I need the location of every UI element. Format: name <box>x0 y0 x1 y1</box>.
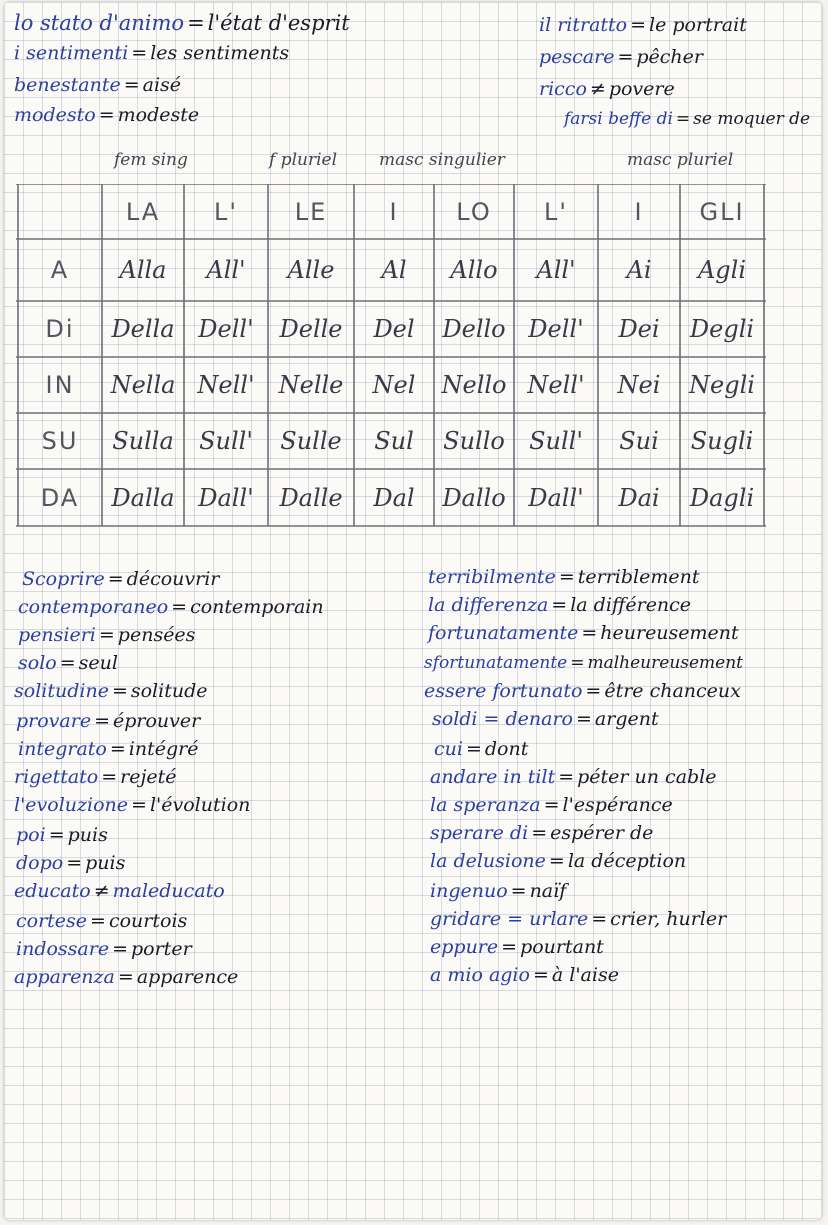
table-cell: Nell' <box>197 371 255 399</box>
table-cell: Dallo <box>442 483 506 512</box>
vocab-line: solo = seul <box>18 652 118 674</box>
table-cell: Alle <box>287 256 335 284</box>
header-masc-singulier: masc singulier <box>379 150 505 170</box>
vocab-line: la speranza = l'espérance <box>430 794 673 816</box>
column-header: LO <box>456 197 492 226</box>
vocab-line: ricco ≠ povere <box>539 78 675 100</box>
table-cell: Dello <box>442 315 506 343</box>
table-cell: Al <box>381 256 407 284</box>
vocab-line: solitudine = solitude <box>14 680 208 702</box>
vocab-line: fortunatamente = heureusement <box>428 622 739 644</box>
table-cell: Negli <box>689 371 755 399</box>
vocab-line: modesto = modeste <box>14 104 200 126</box>
table-cell: Sulla <box>112 427 174 455</box>
table-cell: All' <box>536 256 576 284</box>
table-cell: Dal <box>373 483 415 512</box>
table-cell: Sull' <box>529 427 583 455</box>
vocab-line: sfortunatamente = malheureusement <box>424 653 744 673</box>
table-cell: Sui <box>619 427 659 455</box>
table-cell: Nel <box>372 371 416 399</box>
vocab-line: ingenuo = naïf <box>430 880 567 902</box>
column-header: LA <box>125 197 161 226</box>
table-cell: Alla <box>119 256 167 284</box>
table-cell: Sullo <box>443 427 505 455</box>
vocab-line: apparenza = apparence <box>14 966 239 988</box>
column-header: I <box>389 197 399 226</box>
vocab-line: indossare = porter <box>16 938 192 960</box>
table-cell: Nei <box>617 371 661 399</box>
column-header: L' <box>544 197 568 226</box>
vocab-line: educato ≠ maleducato <box>14 880 225 902</box>
grid-paper-sheet <box>4 2 822 1220</box>
header-masc-pluriel: masc pluriel <box>627 150 734 170</box>
vocab-line: Scoprire = découvrir <box>22 568 220 590</box>
table-cell: Dell' <box>528 315 584 343</box>
table-cell: Sul <box>374 427 414 455</box>
column-header: I <box>634 197 644 226</box>
table-cell: Dalle <box>279 483 343 512</box>
table-cell: Agli <box>697 256 747 284</box>
table-cell: Dall' <box>528 483 584 512</box>
column-header: GLI <box>699 197 745 226</box>
table-cell: Nelle <box>278 371 344 399</box>
row-label: SU <box>41 427 79 455</box>
table-cell: Nella <box>110 371 176 399</box>
vocab-line: benestante = aisé <box>14 74 182 96</box>
vocab-line: farsi beffe di = se moquer de <box>564 109 811 129</box>
vocab-line: integrato = intégré <box>18 738 199 760</box>
vocab-line: a mio agio = à l'aise <box>430 964 619 986</box>
table-cell: All' <box>206 256 246 284</box>
table-cell: Allo <box>450 256 498 284</box>
table-cell: Ai <box>626 256 652 284</box>
vocab-line: il ritratto = le portrait <box>539 14 747 36</box>
table-cell: Nell' <box>527 371 585 399</box>
row-label: IN <box>45 371 75 399</box>
vocab-line: la differenza = la différence <box>428 594 692 616</box>
table-cell: Sulle <box>280 427 342 455</box>
vocab-line: cui = dont <box>434 738 529 760</box>
vocab-line: terribilmente = terriblement <box>428 566 700 588</box>
row-label: A <box>50 256 70 284</box>
vocab-line: andare in tilt = péter un cable <box>430 766 717 788</box>
vocab-line: contemporaneo = contemporain <box>18 596 324 618</box>
column-header: LE <box>294 197 328 226</box>
table-cell: Sugli <box>690 427 754 455</box>
vocab-line: l'evoluzione = l'évolution <box>14 794 251 816</box>
vocab-line: pensieri = pensées <box>18 624 196 646</box>
row-label: Di <box>45 315 75 343</box>
table-cell: Dei <box>618 315 660 343</box>
vocab-line: poi = puis <box>16 824 108 846</box>
vocab-line: gridare = urlare = crier, hurler <box>430 908 727 930</box>
table-cell: Dalla <box>111 483 175 512</box>
vocab-line: cortese = courtois <box>16 910 188 932</box>
table-cell: Sull' <box>199 427 253 455</box>
vocab-line: eppure = pourtant <box>430 936 604 958</box>
table-cell: Degli <box>689 315 755 343</box>
table-cell: Dall' <box>198 483 254 512</box>
vocab-line: lo stato d'animo = l'état d'esprit <box>14 11 350 35</box>
table-cell: Dai <box>618 483 660 512</box>
table-cell: Del <box>373 315 415 343</box>
vocab-line: sperare di = espérer de <box>430 822 654 844</box>
vocab-line: provare = éprouver <box>16 710 201 732</box>
header-fem-sing: fem sing <box>114 150 188 170</box>
table-cell: Della <box>111 315 175 343</box>
table-cell: Dell' <box>198 315 254 343</box>
vocab-line: rigettato = rejeté <box>14 766 177 788</box>
table-cell: Delle <box>279 315 343 343</box>
header-f-pluriel: f pluriel <box>269 150 338 170</box>
column-header: L' <box>214 197 238 226</box>
vocab-line: soldi = denaro = argent <box>432 708 659 730</box>
vocab-line: essere fortunato = être chanceux <box>424 680 741 702</box>
table-cell: Dagli <box>689 483 755 512</box>
vocab-line: pescare = pêcher <box>539 46 703 68</box>
vocab-line: i sentimenti = les sentiments <box>14 42 290 64</box>
vocab-line: dopo = puis <box>16 852 126 874</box>
table-cell: Nello <box>441 371 507 399</box>
row-label: DA <box>40 483 80 512</box>
vocab-line: la delusione = la déception <box>430 850 687 872</box>
